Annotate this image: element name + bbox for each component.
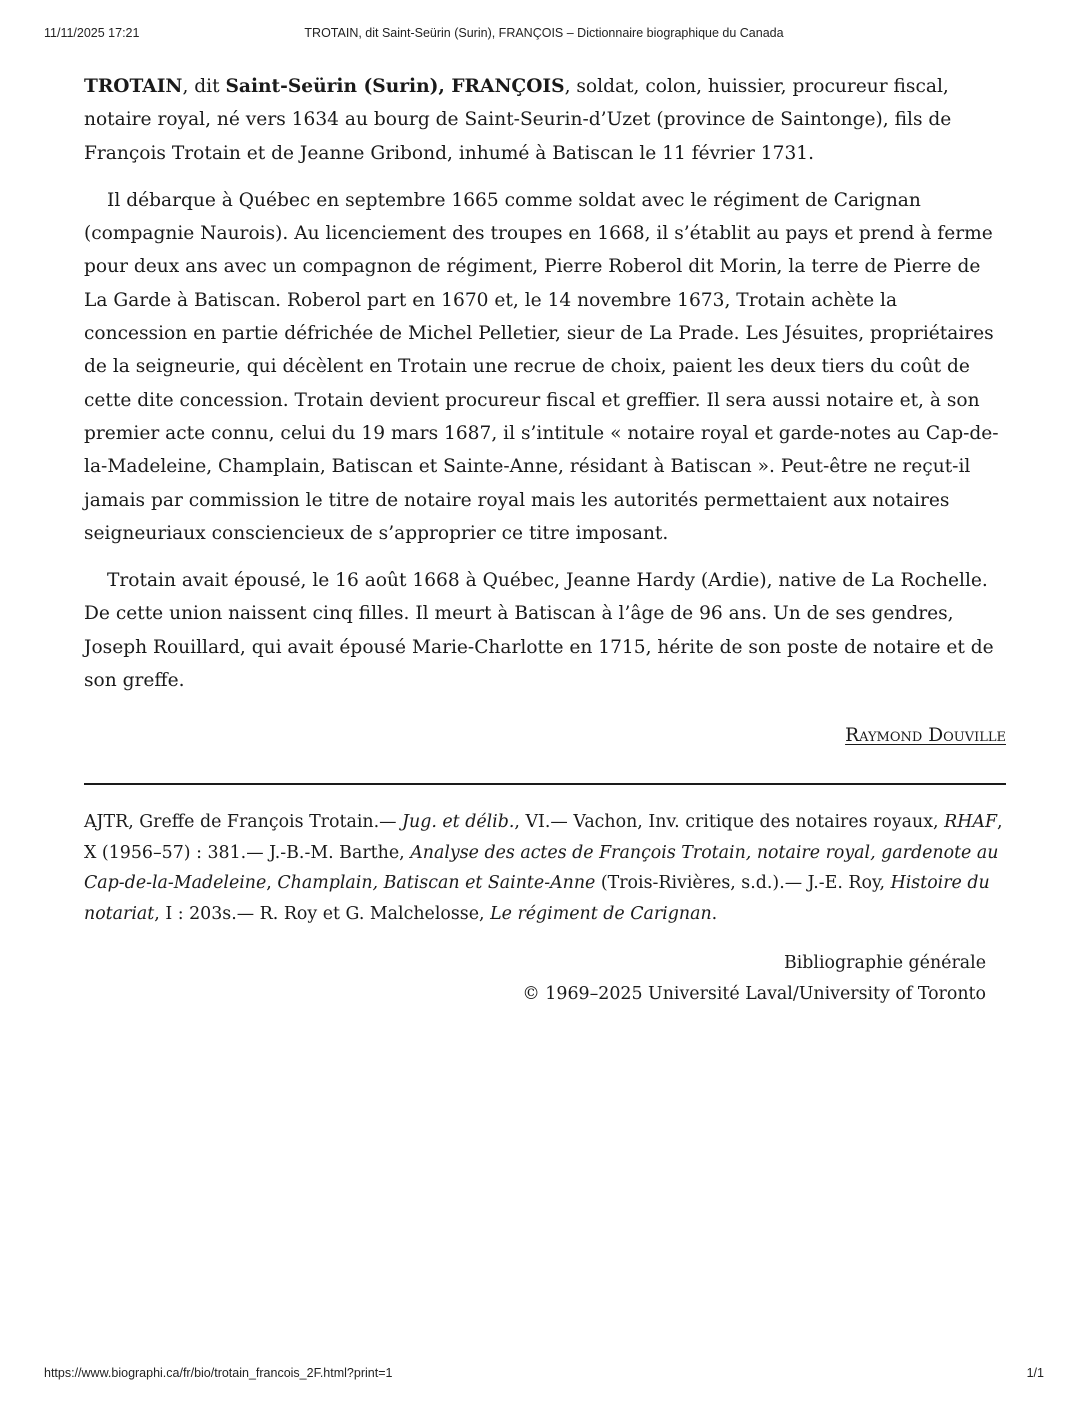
credits	[84, 948, 986, 1010]
biography-article	[84, 70, 1006, 1010]
author-link[interactable]	[845, 725, 1006, 746]
source-text: , I : 203s.— R. Roy et G. Malchelosse,	[154, 903, 491, 924]
source-title: Analyse des actes de François Trotain, notaire royal, gardenote au Cap-de-la-Madeleine	[84, 842, 999, 894]
subject-alias-and-given-name: Saint-Seürin (Surin), FRANÇOIS	[225, 76, 565, 97]
sources-bibliography	[84, 807, 1006, 929]
source-text: .	[711, 903, 718, 924]
biography-paragraph-3: Trotain avait épousé, le 16 août 1668 à Québec, Jeanne Hardy (Ardie), native de La Rochelle. De cette union naissent cinq filles. Il meurt à Batiscan à l’âge de 96 ans. Un de ses gendres, Joseph Rouillard, qui avait épousé Marie-Charlotte en 1715, hérite de son poste de notaire et de son greffe.	[84, 570, 994, 692]
source-text: (Trois-Rivières, s.d.).— J.-E. Roy,	[595, 873, 891, 894]
source-title: Le régiment de Carignan	[490, 903, 712, 924]
section-divider	[84, 783, 1006, 785]
print-header	[0, 26, 1088, 46]
subject-intro: , soldat, colon, huissier, procureur fiscal, notaire royal, né vers 1634 au bourg de Saint-Seurin-d’Uzet (province de Saintonge), fils de François Trotain et de Jeanne Gribond, inhumé à Batiscan le 11 février 1731.	[84, 76, 952, 164]
source-title: Champlain, Batiscan et Sainte-Anne	[277, 873, 596, 894]
page-number: 1/1	[1026, 1366, 1044, 1380]
biography-heading-paragraph	[84, 70, 1006, 170]
copyright-notice: © 1969–2025 Université Laval/University of Toronto	[522, 984, 986, 1005]
print-page-title: TROTAIN, dit Saint-Seürin (Surin), FRANÇOIS – Dictionnaire biographique du Canada	[304, 26, 784, 40]
source-text: , VI.— Vachon, Inv. critique des notaires royaux,	[514, 812, 945, 833]
author-line	[84, 719, 1006, 752]
source-title: Jug. et délib.	[402, 812, 515, 833]
source-text: ,	[266, 873, 278, 894]
subject-surname: TROTAIN	[84, 76, 183, 97]
dit-connector: , dit	[182, 76, 226, 97]
author-name: Raymond Douville	[845, 725, 1006, 747]
source-title: RHAF	[944, 812, 998, 833]
source-text: , X (1956–57) : 381.— J.-B.-M. Barthe,	[84, 812, 1003, 863]
page-url: https://www.biographi.ca/fr/bio/trotain_francois_2F.html?print=1	[44, 1366, 393, 1380]
source-text: AJTR, Greffe de François Trotain.—	[84, 812, 403, 833]
bibliography-label: Bibliographie générale	[783, 953, 986, 974]
print-footer	[0, 1366, 1088, 1386]
biography-paragraph-2: Il débarque à Québec en septembre 1665 comme soldat avec le régiment de Carignan (compagnie Naurois). Au licenciement des troupes en 1668, il s’établit au pays et prend à ferme pour deux ans avec un compagnon de régiment, Pierre Roberol dit Morin, la terre de Pierre de La Garde à Batiscan. Roberol part en 1670 et, le 14 novembre 1673, Trotain achète la concession en partie défrichée de Michel Pelletier, sieur de La Prade. Les Jésuites, propriétaires de la seigneurie, qui décèlent en Trotain une recrue de choix, paient les deux tiers du coût de cette dite concession. Trotain devient procureur fiscal et greffier. Il sera aussi notaire et, à son premier acte connu, celui du 19 mars 1687, il s’intitule « notaire royal et garde-notes au Cap-de-la-Madeleine, Champlain, Batiscan et Sainte-Anne, résidant à Batiscan ». Peut-être ne reçut-il jamais par commission le titre de notaire royal mais les autorités permettaient aux notaires seigneuriaux consciencieux de s’approprier ce titre imposant.	[84, 189, 999, 544]
source-title: Histoire du notariat	[84, 873, 990, 924]
print-datetime: 11/11/2025 17:21	[44, 26, 140, 40]
